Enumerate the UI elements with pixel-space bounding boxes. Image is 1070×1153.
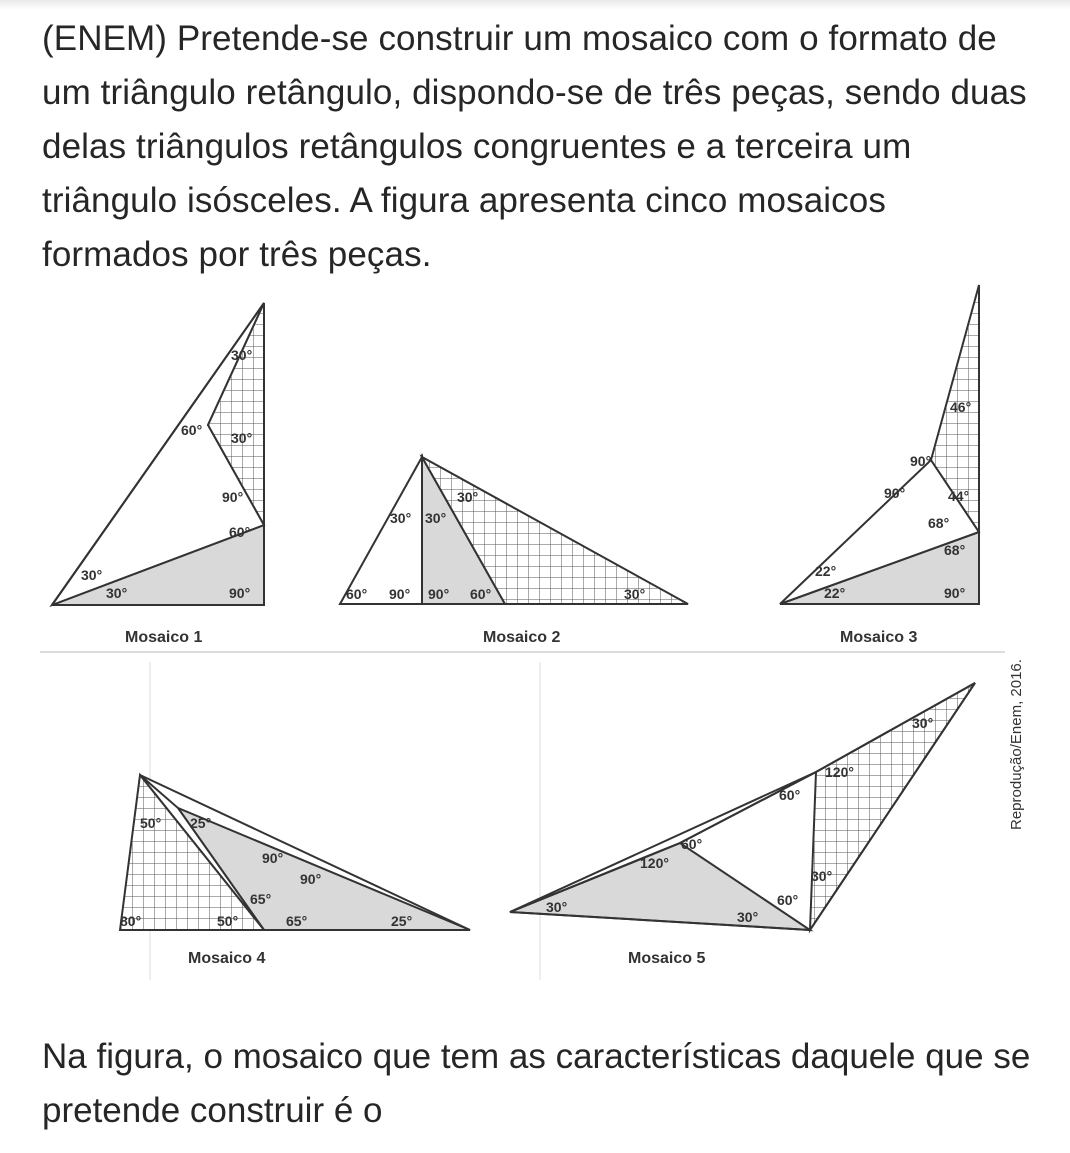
angle-label: 44° bbox=[948, 488, 970, 504]
angle-label: 30° bbox=[390, 510, 412, 526]
angle-label: 60° bbox=[777, 892, 799, 908]
angle-label: 65° bbox=[286, 913, 308, 929]
angle-label: 90° bbox=[910, 453, 932, 469]
angle-label: 60° bbox=[779, 787, 801, 803]
mosaic-3 bbox=[780, 285, 979, 646]
angle-label: 22° bbox=[815, 563, 837, 579]
angle-label: 90° bbox=[262, 850, 284, 866]
angle-label: 60° bbox=[229, 524, 251, 540]
mosaic-5-caption: Mosaico 5 bbox=[628, 950, 706, 967]
mosaic-2-caption: Mosaico 2 bbox=[483, 629, 561, 646]
angle-label: 60° bbox=[181, 422, 203, 438]
top-strip bbox=[0, 0, 1070, 10]
angle-label: 68° bbox=[944, 542, 966, 558]
angle-label: 60° bbox=[346, 586, 368, 602]
angle-label: 50° bbox=[217, 913, 239, 929]
angle-label: 120° bbox=[825, 764, 854, 780]
angle-label: 30° bbox=[106, 585, 128, 601]
angle-label: 30° bbox=[624, 586, 646, 602]
angle-label: 22° bbox=[824, 585, 846, 601]
angle-label: 60° bbox=[681, 836, 703, 852]
angle-label: 90° bbox=[944, 585, 966, 601]
angle-label: 65° bbox=[250, 891, 272, 907]
angle-label: 30° bbox=[457, 489, 479, 505]
angle-label: 25° bbox=[190, 815, 212, 831]
question-intro: (ENEM) Pretende-se construir um mosaico com o formato de um triângulo retângulo, dispondo-se de três peças, sendo duas delas triângulos retângulos congruentes e a terceira um triângulo isósceles. A figura apresenta cinco mosaicos formados por três peças. bbox=[42, 19, 1027, 274]
angle-label: 68° bbox=[928, 515, 950, 531]
mosaic-2-white-piece bbox=[340, 457, 422, 604]
mosaic-4 bbox=[120, 775, 470, 967]
question-prompt: Na figura, o mosaico que tem as características daquele que se pretende construir é o bbox=[42, 1037, 1031, 1130]
mosaic-1 bbox=[52, 303, 264, 646]
angle-label: 90° bbox=[389, 586, 411, 602]
mosaic-5 bbox=[510, 683, 975, 967]
angle-label: 90° bbox=[884, 485, 906, 501]
angle-label: 60° bbox=[470, 586, 492, 602]
angle-label: 90° bbox=[300, 871, 322, 887]
mosaic-4-caption: Mosaico 4 bbox=[188, 950, 266, 967]
angle-label: 30° bbox=[546, 899, 568, 915]
angle-label: 30° bbox=[737, 909, 759, 925]
angle-label: 80° bbox=[120, 913, 142, 929]
angle-label: 25° bbox=[391, 913, 413, 929]
angle-label: 46° bbox=[950, 399, 972, 415]
angle-label: 30° bbox=[912, 715, 934, 731]
angle-label: 90° bbox=[222, 489, 244, 505]
image-credit: Reprodução/Enem, 2016. bbox=[1008, 659, 1025, 830]
angle-label: 30° bbox=[231, 430, 253, 446]
angle-label: 120° bbox=[640, 855, 669, 871]
mosaic-1-caption: Mosaico 1 bbox=[125, 629, 203, 646]
mosaic-3-caption: Mosaico 3 bbox=[840, 629, 918, 646]
angle-label: 30° bbox=[811, 868, 833, 884]
angle-label: 50° bbox=[140, 815, 162, 831]
angle-label: 90° bbox=[229, 585, 251, 601]
angle-label: 90° bbox=[428, 586, 450, 602]
angle-label: 30° bbox=[425, 510, 447, 526]
angle-label: 30° bbox=[231, 347, 253, 363]
mosaics-figure bbox=[0, 280, 1070, 1000]
mosaic-2 bbox=[340, 457, 688, 646]
angle-label: 30° bbox=[81, 567, 103, 583]
